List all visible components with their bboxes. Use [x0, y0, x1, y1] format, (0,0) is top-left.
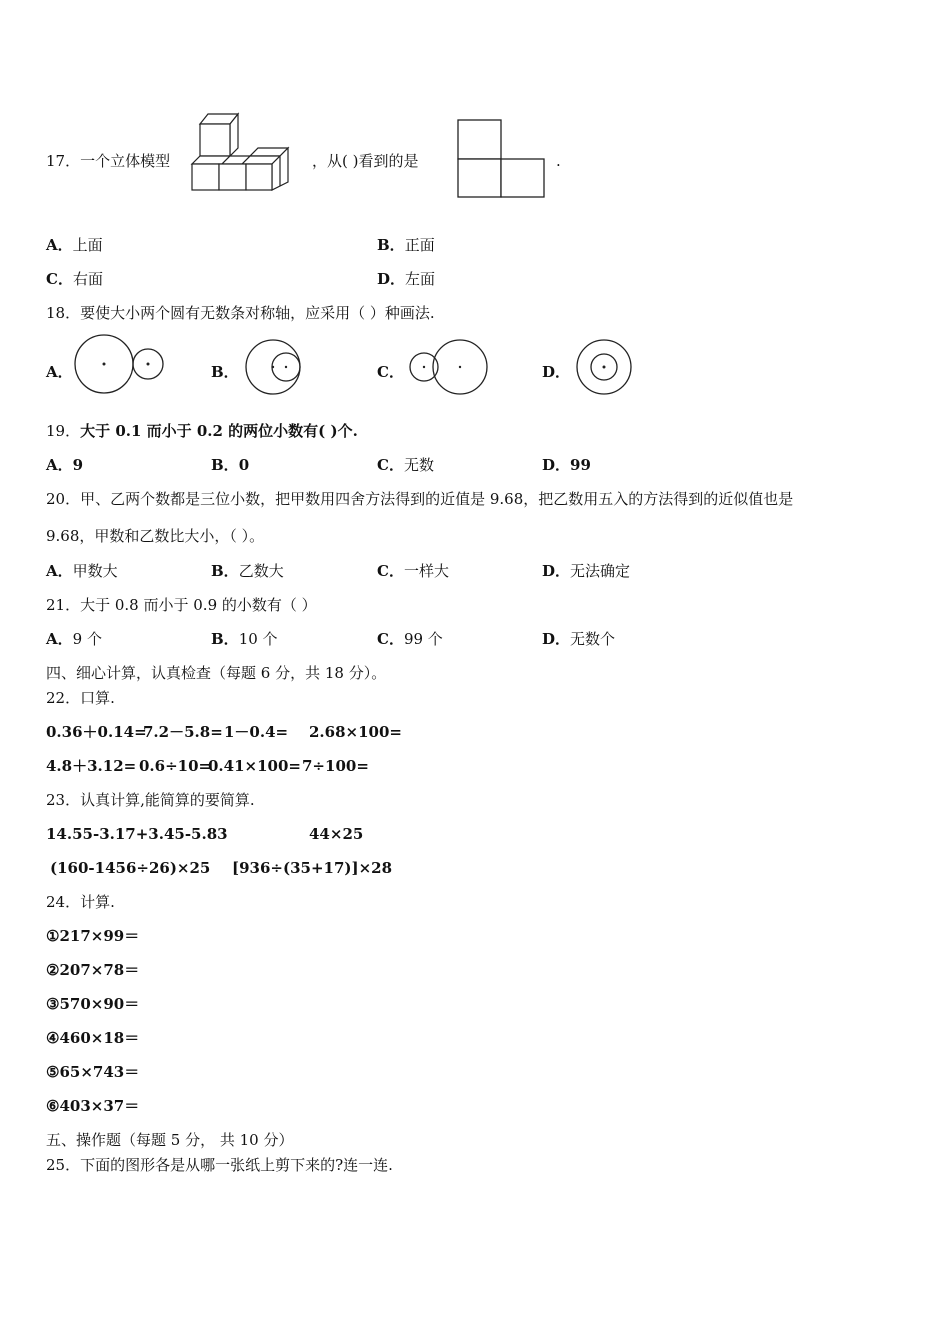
- q20-number: 20．: [46, 490, 81, 508]
- option-label: B．: [211, 630, 239, 648]
- q23-number: 23．: [46, 791, 81, 809]
- q23-stem: [46, 791, 255, 809]
- q20-option-b[interactable]: [211, 562, 284, 580]
- q18-circles-d-figure: [574, 337, 636, 399]
- q23-item: 14.55-3.17+3.45-5.83: [46, 825, 228, 843]
- q17-text-a: 一个立体模型: [80, 152, 171, 170]
- q21-number: 21．: [46, 596, 81, 614]
- q18-option-b[interactable]: [211, 363, 239, 381]
- option-label: D．: [377, 270, 406, 288]
- q24-text: 计算.: [80, 893, 115, 911]
- option-label: B．: [211, 562, 239, 580]
- option-label: C．: [377, 630, 404, 648]
- q22-row2-item: 0.6÷10=: [139, 757, 212, 775]
- q17-cube-model-figure: [188, 112, 300, 196]
- option-label: A．: [46, 456, 73, 474]
- q23-item: [936÷(35+17)]×28: [232, 859, 393, 877]
- option-text: 甲数大: [72, 562, 118, 580]
- q20-option-c[interactable]: [377, 562, 449, 580]
- option-text: 10 个: [238, 630, 278, 648]
- q19-stem: [46, 422, 358, 440]
- q20-stem-line1: [46, 490, 793, 508]
- q22-row1-item: 0.36＋0.14=: [46, 723, 147, 741]
- q18-stem: [46, 304, 435, 322]
- option-label: D．: [542, 363, 571, 381]
- option-label: D．: [542, 456, 571, 474]
- q24-item: ⑤65×743＝: [46, 1063, 140, 1081]
- q24-item: ④460×18＝: [46, 1029, 140, 1047]
- q20-option-a[interactable]: [46, 562, 118, 580]
- option-label: D．: [542, 562, 571, 580]
- option-text: 正面: [404, 236, 435, 254]
- option-text: 无法确定: [570, 562, 631, 580]
- option-text: 99 个: [403, 630, 443, 648]
- q22-row1-item: 2.68×100=: [309, 723, 402, 741]
- q21-option-a[interactable]: [46, 630, 102, 648]
- q20-stem-line2: 9.68，甲数和乙数比大小，（ ）。: [46, 527, 265, 545]
- q18-number: 18．: [46, 304, 81, 322]
- q18-option-d[interactable]: [542, 363, 570, 381]
- q21-option-b[interactable]: [211, 630, 278, 648]
- option-text: 左面: [405, 270, 436, 288]
- option-text: 无数个: [570, 630, 616, 648]
- q22-row2-item: 4.8＋3.12=: [46, 757, 137, 775]
- option-text: 99: [570, 456, 591, 474]
- q17-option-d[interactable]: [377, 270, 435, 288]
- option-text: 0: [238, 456, 250, 474]
- q19-text: 大于 0.1 而小于 0.2 的两位小数有( )个.: [80, 422, 358, 440]
- q23-item: 44×25: [309, 825, 364, 843]
- q25-number: 25．: [46, 1156, 81, 1174]
- option-label: A．: [46, 630, 73, 648]
- q23-item: (160-1456÷26)×25: [50, 859, 211, 877]
- q25-text: 下面的图形各是从哪一张纸上剪下来的?连一连.: [80, 1156, 393, 1174]
- q21-stem: [46, 596, 317, 614]
- q22-stem: [46, 689, 115, 707]
- q24-item: ③570×90＝: [46, 995, 140, 1013]
- q23-text: 认真计算,能简算的要简算.: [80, 791, 255, 809]
- option-text: 无数: [403, 456, 434, 474]
- q17-stem: [46, 152, 170, 170]
- q22-row2-item: 0.41×100=: [208, 757, 301, 775]
- q20-option-d[interactable]: [542, 562, 630, 580]
- option-label: C．: [377, 363, 404, 381]
- option-text: 9: [72, 456, 84, 474]
- option-label: A．: [46, 236, 73, 254]
- q19-option-d[interactable]: [542, 456, 591, 474]
- q18-circles-a-figure: [72, 333, 166, 397]
- q19-number: 19．: [46, 422, 81, 440]
- option-label: C．: [377, 456, 404, 474]
- q24-number: 24．: [46, 893, 81, 911]
- q17-number: 17．: [46, 152, 81, 170]
- q17-option-c[interactable]: [46, 270, 103, 288]
- option-text: 乙数大: [238, 562, 284, 580]
- q19-option-b[interactable]: [211, 456, 249, 474]
- q21-option-d[interactable]: [542, 630, 615, 648]
- q21-text: 大于 0.8 而小于 0.9 的小数有（ ）: [80, 596, 317, 614]
- q17-text-c: .: [556, 152, 561, 170]
- q22-row1-item: 7.2－5.8=: [143, 723, 223, 741]
- q20-text-line1: 甲、乙两个数都是三位小数，把甲数用四舍方法得到的近值是 9.68，把乙数用五入的方法得到的近似值也是: [80, 490, 794, 508]
- q25-stem: [46, 1156, 393, 1174]
- q18-circles-c-figure: [407, 337, 491, 399]
- option-text: 9 个: [72, 630, 102, 648]
- option-text: 上面: [72, 236, 103, 254]
- option-label: B．: [211, 363, 239, 381]
- q17-text-b: ，从( )看到的是: [312, 152, 419, 170]
- option-label: A．: [46, 562, 73, 580]
- q22-text: 口算.: [80, 689, 115, 707]
- q19-option-a[interactable]: [46, 456, 83, 474]
- q19-option-c[interactable]: [377, 456, 434, 474]
- q24-item: ②207×78＝: [46, 961, 140, 979]
- option-label: C．: [377, 562, 404, 580]
- option-label: D．: [542, 630, 571, 648]
- q22-row1-item: 1－0.4=: [224, 723, 289, 741]
- q17-option-a[interactable]: [46, 236, 103, 254]
- section4-title: 四、细心计算，认真检查（每题 6 分，共 18 分）。: [46, 664, 387, 682]
- option-label: C．: [46, 270, 73, 288]
- q22-number: 22．: [46, 689, 81, 707]
- option-label: B．: [377, 236, 405, 254]
- option-label: B．: [211, 456, 239, 474]
- q18-circles-b-figure: [243, 337, 305, 399]
- q18-option-c[interactable]: [377, 363, 404, 381]
- q24-item: ①217×99＝: [46, 927, 140, 945]
- option-label: A．: [46, 363, 73, 381]
- option-text: 一样大: [403, 562, 449, 580]
- q21-option-c[interactable]: [377, 630, 443, 648]
- section5-title: 五、操作题（每题 5 分， 共 10 分）: [46, 1131, 294, 1149]
- q17-view-shape-figure: [456, 118, 548, 200]
- q18-text: 要使大小两个圆有无数条对称轴，应采用（ ）种画法.: [80, 304, 435, 322]
- q17-option-b[interactable]: [377, 236, 435, 254]
- q24-stem: [46, 893, 115, 911]
- q22-row2-item: 7÷100=: [302, 757, 369, 775]
- option-text: 右面: [72, 270, 103, 288]
- q18-option-a[interactable]: [46, 363, 73, 381]
- q24-item: ⑥403×37＝: [46, 1097, 140, 1115]
